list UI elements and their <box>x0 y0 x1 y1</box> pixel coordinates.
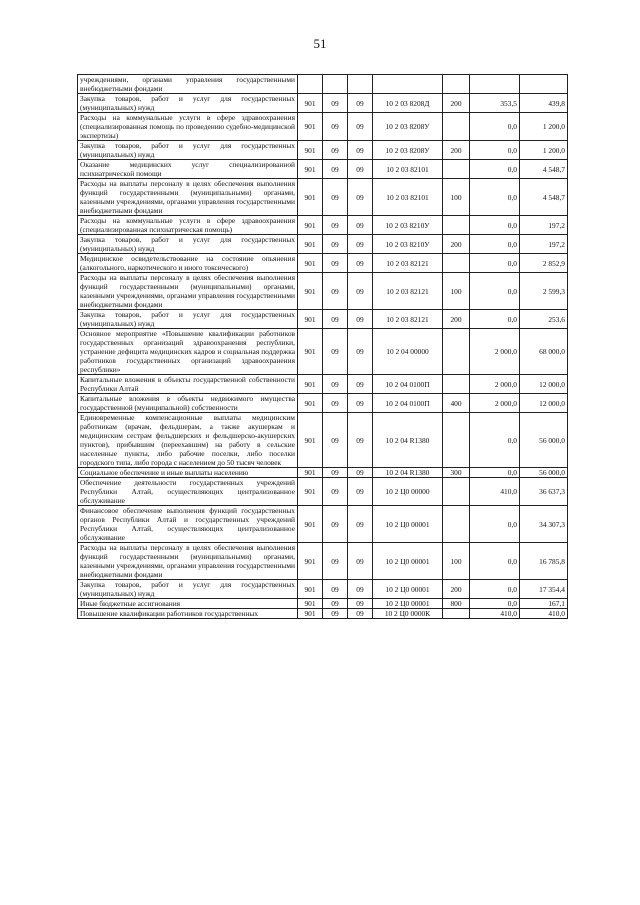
amount-total-cell: 56 000,0 <box>520 413 568 468</box>
target-article-cell: 10 2 04 R1380 <box>373 468 443 478</box>
admin-code-cell: 901 <box>298 273 323 310</box>
admin-code-cell: 901 <box>298 609 323 619</box>
amount-total-cell: 68 000,0 <box>520 329 568 375</box>
amount-cell: 0,0 <box>470 543 520 580</box>
table-row <box>78 179 568 216</box>
expense-type-cell: 200 <box>443 235 470 254</box>
budget-table <box>77 74 568 619</box>
section-cell: 09 <box>323 254 348 273</box>
expense-type-cell <box>443 375 470 394</box>
subsection-cell: 09 <box>348 273 373 310</box>
item-name-cell: Иные бюджетные ассигнования <box>78 599 298 609</box>
admin-code-cell: 901 <box>298 599 323 609</box>
item-name-cell: Расходы на коммунальные услуги в сфере здравоохранения (специализированная помощь по проведению судебно-медицинской экспертизы) <box>78 113 298 141</box>
amount-total-cell: 12 000,0 <box>520 375 568 394</box>
section-cell: 09 <box>323 94 348 113</box>
section-cell: 09 <box>323 375 348 394</box>
target-article-cell: 10 2 03 82101 <box>373 160 443 179</box>
target-article-cell: 10 2 03 82121 <box>373 310 443 329</box>
admin-code-cell: 901 <box>298 179 323 216</box>
admin-code-cell: 901 <box>298 478 323 506</box>
amount-cell: 0,0 <box>470 254 520 273</box>
table-row <box>78 94 568 113</box>
amount-total-cell: 4 548,7 <box>520 160 568 179</box>
amount-cell: 0,0 <box>470 506 520 543</box>
table-row <box>78 273 568 310</box>
target-article-cell: 10 2 03 8208У <box>373 113 443 141</box>
expense-type-cell: 800 <box>443 599 470 609</box>
section-cell: 09 <box>323 216 348 235</box>
subsection-cell: 09 <box>348 310 373 329</box>
amount-total-cell: 197,2 <box>520 216 568 235</box>
subsection-cell: 09 <box>348 599 373 609</box>
admin-code-cell: 901 <box>298 506 323 543</box>
admin-code-cell: 901 <box>298 394 323 413</box>
target-article-cell: 10 2 Ц0 00001 <box>373 543 443 580</box>
expense-type-cell <box>443 506 470 543</box>
amount-cell: 2 000,0 <box>470 375 520 394</box>
item-name-cell: Медицинское освидетельствование на состояние опьянения (алкогольного, наркотического и иного токсического) <box>78 254 298 273</box>
expense-type-cell: 400 <box>443 394 470 413</box>
amount-total-cell: 36 637,3 <box>520 478 568 506</box>
item-name-cell: Основное мероприятие «Повышение квалификации работников государственных организаций здравоохранения республики, устранение дефицита медицинских кадров и социальная поддержка работников государственных организаций здравоохранения республики» <box>78 329 298 375</box>
amount-cell: 0,0 <box>470 160 520 179</box>
item-name-cell: Закупка товаров, работ и услуг для государственных (муниципальных) нужд <box>78 94 298 113</box>
section-cell: 09 <box>323 543 348 580</box>
item-name-cell: Социальное обеспечение и иные выплаты населению <box>78 468 298 478</box>
table-row <box>78 160 568 179</box>
target-article-cell: 10 2 Ц0 00001 <box>373 599 443 609</box>
subsection-cell: 09 <box>348 235 373 254</box>
table-row <box>78 468 568 478</box>
amount-total-cell: 16 785,8 <box>520 543 568 580</box>
subsection-cell: 09 <box>348 113 373 141</box>
amount-cell: 0,0 <box>470 599 520 609</box>
table-row <box>78 216 568 235</box>
amount-cell: 0,0 <box>470 580 520 599</box>
target-article-cell: 10 2 Ц0 00001 <box>373 580 443 599</box>
page-number: 51 <box>313 36 327 51</box>
item-name-cell: Обеспечение деятельности государственных учреждений Республики Алтай, осуществляющих централизованное обслуживание <box>78 478 298 506</box>
section-cell: 09 <box>323 580 348 599</box>
target-article-cell: 10 2 03 8210У <box>373 216 443 235</box>
target-article-cell: 10 2 04 00000 <box>373 329 443 375</box>
amount-cell: 353,5 <box>470 94 520 113</box>
amount-cell: 410,0 <box>470 609 520 619</box>
admin-code-cell: 901 <box>298 216 323 235</box>
table-row <box>78 506 568 543</box>
expense-type-cell <box>443 609 470 619</box>
item-name-cell: Закупка товаров, работ и услуг для государственных (муниципальных) нужд <box>78 235 298 254</box>
subsection-cell: 09 <box>348 394 373 413</box>
amount-cell: 0,0 <box>470 179 520 216</box>
target-article-cell: 10 2 Ц0 00001 <box>373 506 443 543</box>
expense-type-cell <box>443 216 470 235</box>
target-article-cell: 10 2 03 8208Д <box>373 94 443 113</box>
item-name-cell: Закупка товаров, работ и услуг для государственных (муниципальных) нужд <box>78 310 298 329</box>
section-cell <box>323 75 348 94</box>
target-article-cell: 10 2 04 0100П <box>373 394 443 413</box>
admin-code-cell: 901 <box>298 94 323 113</box>
table-row <box>78 609 568 619</box>
subsection-cell <box>348 75 373 94</box>
admin-code-cell: 901 <box>298 580 323 599</box>
section-cell: 09 <box>323 413 348 468</box>
amount-total-cell: 167,1 <box>520 599 568 609</box>
amount-total-cell: 56 000,0 <box>520 468 568 478</box>
table-row <box>78 329 568 375</box>
amount-total-cell: 2 599,3 <box>520 273 568 310</box>
section-cell: 09 <box>323 506 348 543</box>
admin-code-cell: 901 <box>298 468 323 478</box>
subsection-cell: 09 <box>348 468 373 478</box>
subsection-cell: 09 <box>348 179 373 216</box>
amount-total-cell: 12 000,0 <box>520 394 568 413</box>
amount-cell: 0,0 <box>470 273 520 310</box>
admin-code-cell: 901 <box>298 113 323 141</box>
admin-code-cell: 901 <box>298 254 323 273</box>
admin-code-cell: 901 <box>298 235 323 254</box>
expense-type-cell: 100 <box>443 543 470 580</box>
table-row <box>78 235 568 254</box>
section-cell: 09 <box>323 141 348 160</box>
section-cell: 09 <box>323 179 348 216</box>
item-name-cell: Расходы на выплаты персоналу в целях обеспечения выполнения функций государственными (муниципальными) органами, казенными учреждениями, органами управления государственными внебюджетными фондами <box>78 273 298 310</box>
item-name-cell: Повышение квалификации работников государственных <box>78 609 298 619</box>
table-row <box>78 375 568 394</box>
expense-type-cell <box>443 254 470 273</box>
amount-cell: 2 000,0 <box>470 329 520 375</box>
target-article-cell: 10 2 03 82101 <box>373 179 443 216</box>
item-name-cell: Закупка товаров, работ и услуг для государственных (муниципальных) нужд <box>78 141 298 160</box>
amount-cell: 2 000,0 <box>470 394 520 413</box>
target-article-cell: 10 2 03 8208У <box>373 141 443 160</box>
expense-type-cell <box>443 413 470 468</box>
item-name-cell: Единовременные компенсационные выплаты медицинским работникам (врачам, фельдшерам, а также акушеркам и медицинским сестрам фельдшерских и фельдшерско-акушерских пунктов), прибывшим (переехавшим) на работу в сельские населенные пункты, либо рабочие поселки, либо поселки городского типа, либо города с населением до 50 тысяч человек <box>78 413 298 468</box>
item-name-cell: Капитальные вложения в объекты государственной собственности Республики Алтай <box>78 375 298 394</box>
subsection-cell: 09 <box>348 160 373 179</box>
expense-type-cell: 200 <box>443 580 470 599</box>
table-row <box>78 310 568 329</box>
section-cell: 09 <box>323 113 348 141</box>
item-name-cell: Расходы на коммунальные услуги в сфере здравоохранения (специализированная психиатрическая помощь) <box>78 216 298 235</box>
amount-total-cell: 1 200,0 <box>520 113 568 141</box>
amount-cell: 0,0 <box>470 468 520 478</box>
table-row <box>78 543 568 580</box>
target-article-cell: 10 2 03 82121 <box>373 273 443 310</box>
amount-total-cell: 197,2 <box>520 235 568 254</box>
subsection-cell: 09 <box>348 375 373 394</box>
amount-total-cell: 17 354,4 <box>520 580 568 599</box>
admin-code-cell: 901 <box>298 310 323 329</box>
target-article-cell <box>373 75 443 94</box>
amount-total-cell: 2 852,9 <box>520 254 568 273</box>
expense-type-cell <box>443 478 470 506</box>
expense-type-cell <box>443 113 470 141</box>
admin-code-cell: 901 <box>298 329 323 375</box>
item-name-cell: Расходы на выплаты персоналу в целях обеспечения выполнения функций государственными (муниципальными) органами, казенными учреждениями, органами управления государственными внебюджетными фондами <box>78 179 298 216</box>
section-cell: 09 <box>323 310 348 329</box>
table-row <box>78 478 568 506</box>
expense-type-cell <box>443 160 470 179</box>
item-name-cell: Оказание медицинских услуг специализированной психиатрической помощи <box>78 160 298 179</box>
amount-cell: 410,0 <box>470 478 520 506</box>
table-row <box>78 254 568 273</box>
amount-total-cell: 1 200,0 <box>520 141 568 160</box>
admin-code-cell: 901 <box>298 375 323 394</box>
amount-cell: 0,0 <box>470 413 520 468</box>
subsection-cell: 09 <box>348 609 373 619</box>
section-cell: 09 <box>323 394 348 413</box>
subsection-cell: 09 <box>348 413 373 468</box>
expense-type-cell: 200 <box>443 141 470 160</box>
item-name-cell: учреждениями, органами управления государственными внебюджетными фондами <box>78 75 298 94</box>
section-cell: 09 <box>323 478 348 506</box>
subsection-cell: 09 <box>348 94 373 113</box>
amount-total-cell <box>520 75 568 94</box>
section-cell: 09 <box>323 599 348 609</box>
section-cell: 09 <box>323 329 348 375</box>
item-name-cell: Расходы на выплаты персоналу в целях обеспечения выполнения функций государственными (муниципальными) органами, казенными учреждениями, органами управления государственными внебюджетными фондами <box>78 543 298 580</box>
amount-total-cell: 439,8 <box>520 94 568 113</box>
item-name-cell: Закупка товаров, работ и услуг для государственных (муниципальных) нужд <box>78 580 298 599</box>
amount-cell: 0,0 <box>470 216 520 235</box>
amount-cell: 0,0 <box>470 141 520 160</box>
table-row <box>78 413 568 468</box>
admin-code-cell: 901 <box>298 543 323 580</box>
admin-code-cell: 901 <box>298 160 323 179</box>
amount-cell <box>470 75 520 94</box>
expense-type-cell: 100 <box>443 179 470 216</box>
admin-code-cell: 901 <box>298 413 323 468</box>
subsection-cell: 09 <box>348 254 373 273</box>
amount-total-cell: 4 548,7 <box>520 179 568 216</box>
item-name-cell: Капитальные вложения в объекты недвижимого имущества государственной (муниципальной) собственности <box>78 394 298 413</box>
subsection-cell: 09 <box>348 141 373 160</box>
section-cell: 09 <box>323 273 348 310</box>
expense-type-cell: 200 <box>443 310 470 329</box>
section-cell: 09 <box>323 609 348 619</box>
target-article-cell: 10 2 04 0100П <box>373 375 443 394</box>
admin-code-cell: 901 <box>298 141 323 160</box>
section-cell: 09 <box>323 235 348 254</box>
subsection-cell: 09 <box>348 329 373 375</box>
expense-type-cell <box>443 75 470 94</box>
admin-code-cell <box>298 75 323 94</box>
table-row <box>78 113 568 141</box>
target-article-cell: 10 2 03 8210У <box>373 235 443 254</box>
subsection-cell: 09 <box>348 478 373 506</box>
amount-total-cell: 34 307,3 <box>520 506 568 543</box>
subsection-cell: 09 <box>348 580 373 599</box>
expense-type-cell: 300 <box>443 468 470 478</box>
target-article-cell: 10 2 Ц0 0000К <box>373 609 443 619</box>
target-article-cell: 10 2 Ц0 00000 <box>373 478 443 506</box>
budget-table-body <box>78 75 568 619</box>
amount-cell: 0,0 <box>470 310 520 329</box>
section-cell: 09 <box>323 160 348 179</box>
target-article-cell: 10 2 03 82121 <box>373 254 443 273</box>
expense-type-cell <box>443 329 470 375</box>
expense-type-cell: 200 <box>443 94 470 113</box>
table-row <box>78 141 568 160</box>
item-name-cell: Финансовое обеспечение выполнения функций государственных органов Республики Алтай и государственных учреждений Республики Алтай, осуществляющих централизованное обслуживание <box>78 506 298 543</box>
amount-cell: 0,0 <box>470 113 520 141</box>
table-row <box>78 599 568 609</box>
table-row <box>78 75 568 94</box>
section-cell: 09 <box>323 468 348 478</box>
subsection-cell: 09 <box>348 543 373 580</box>
table-row <box>78 580 568 599</box>
amount-cell: 0,0 <box>470 235 520 254</box>
expense-type-cell: 100 <box>443 273 470 310</box>
subsection-cell: 09 <box>348 216 373 235</box>
table-row <box>78 394 568 413</box>
subsection-cell: 09 <box>348 506 373 543</box>
amount-total-cell: 410,0 <box>520 609 568 619</box>
amount-total-cell: 253,6 <box>520 310 568 329</box>
target-article-cell: 10 2 04 R1380 <box>373 413 443 468</box>
